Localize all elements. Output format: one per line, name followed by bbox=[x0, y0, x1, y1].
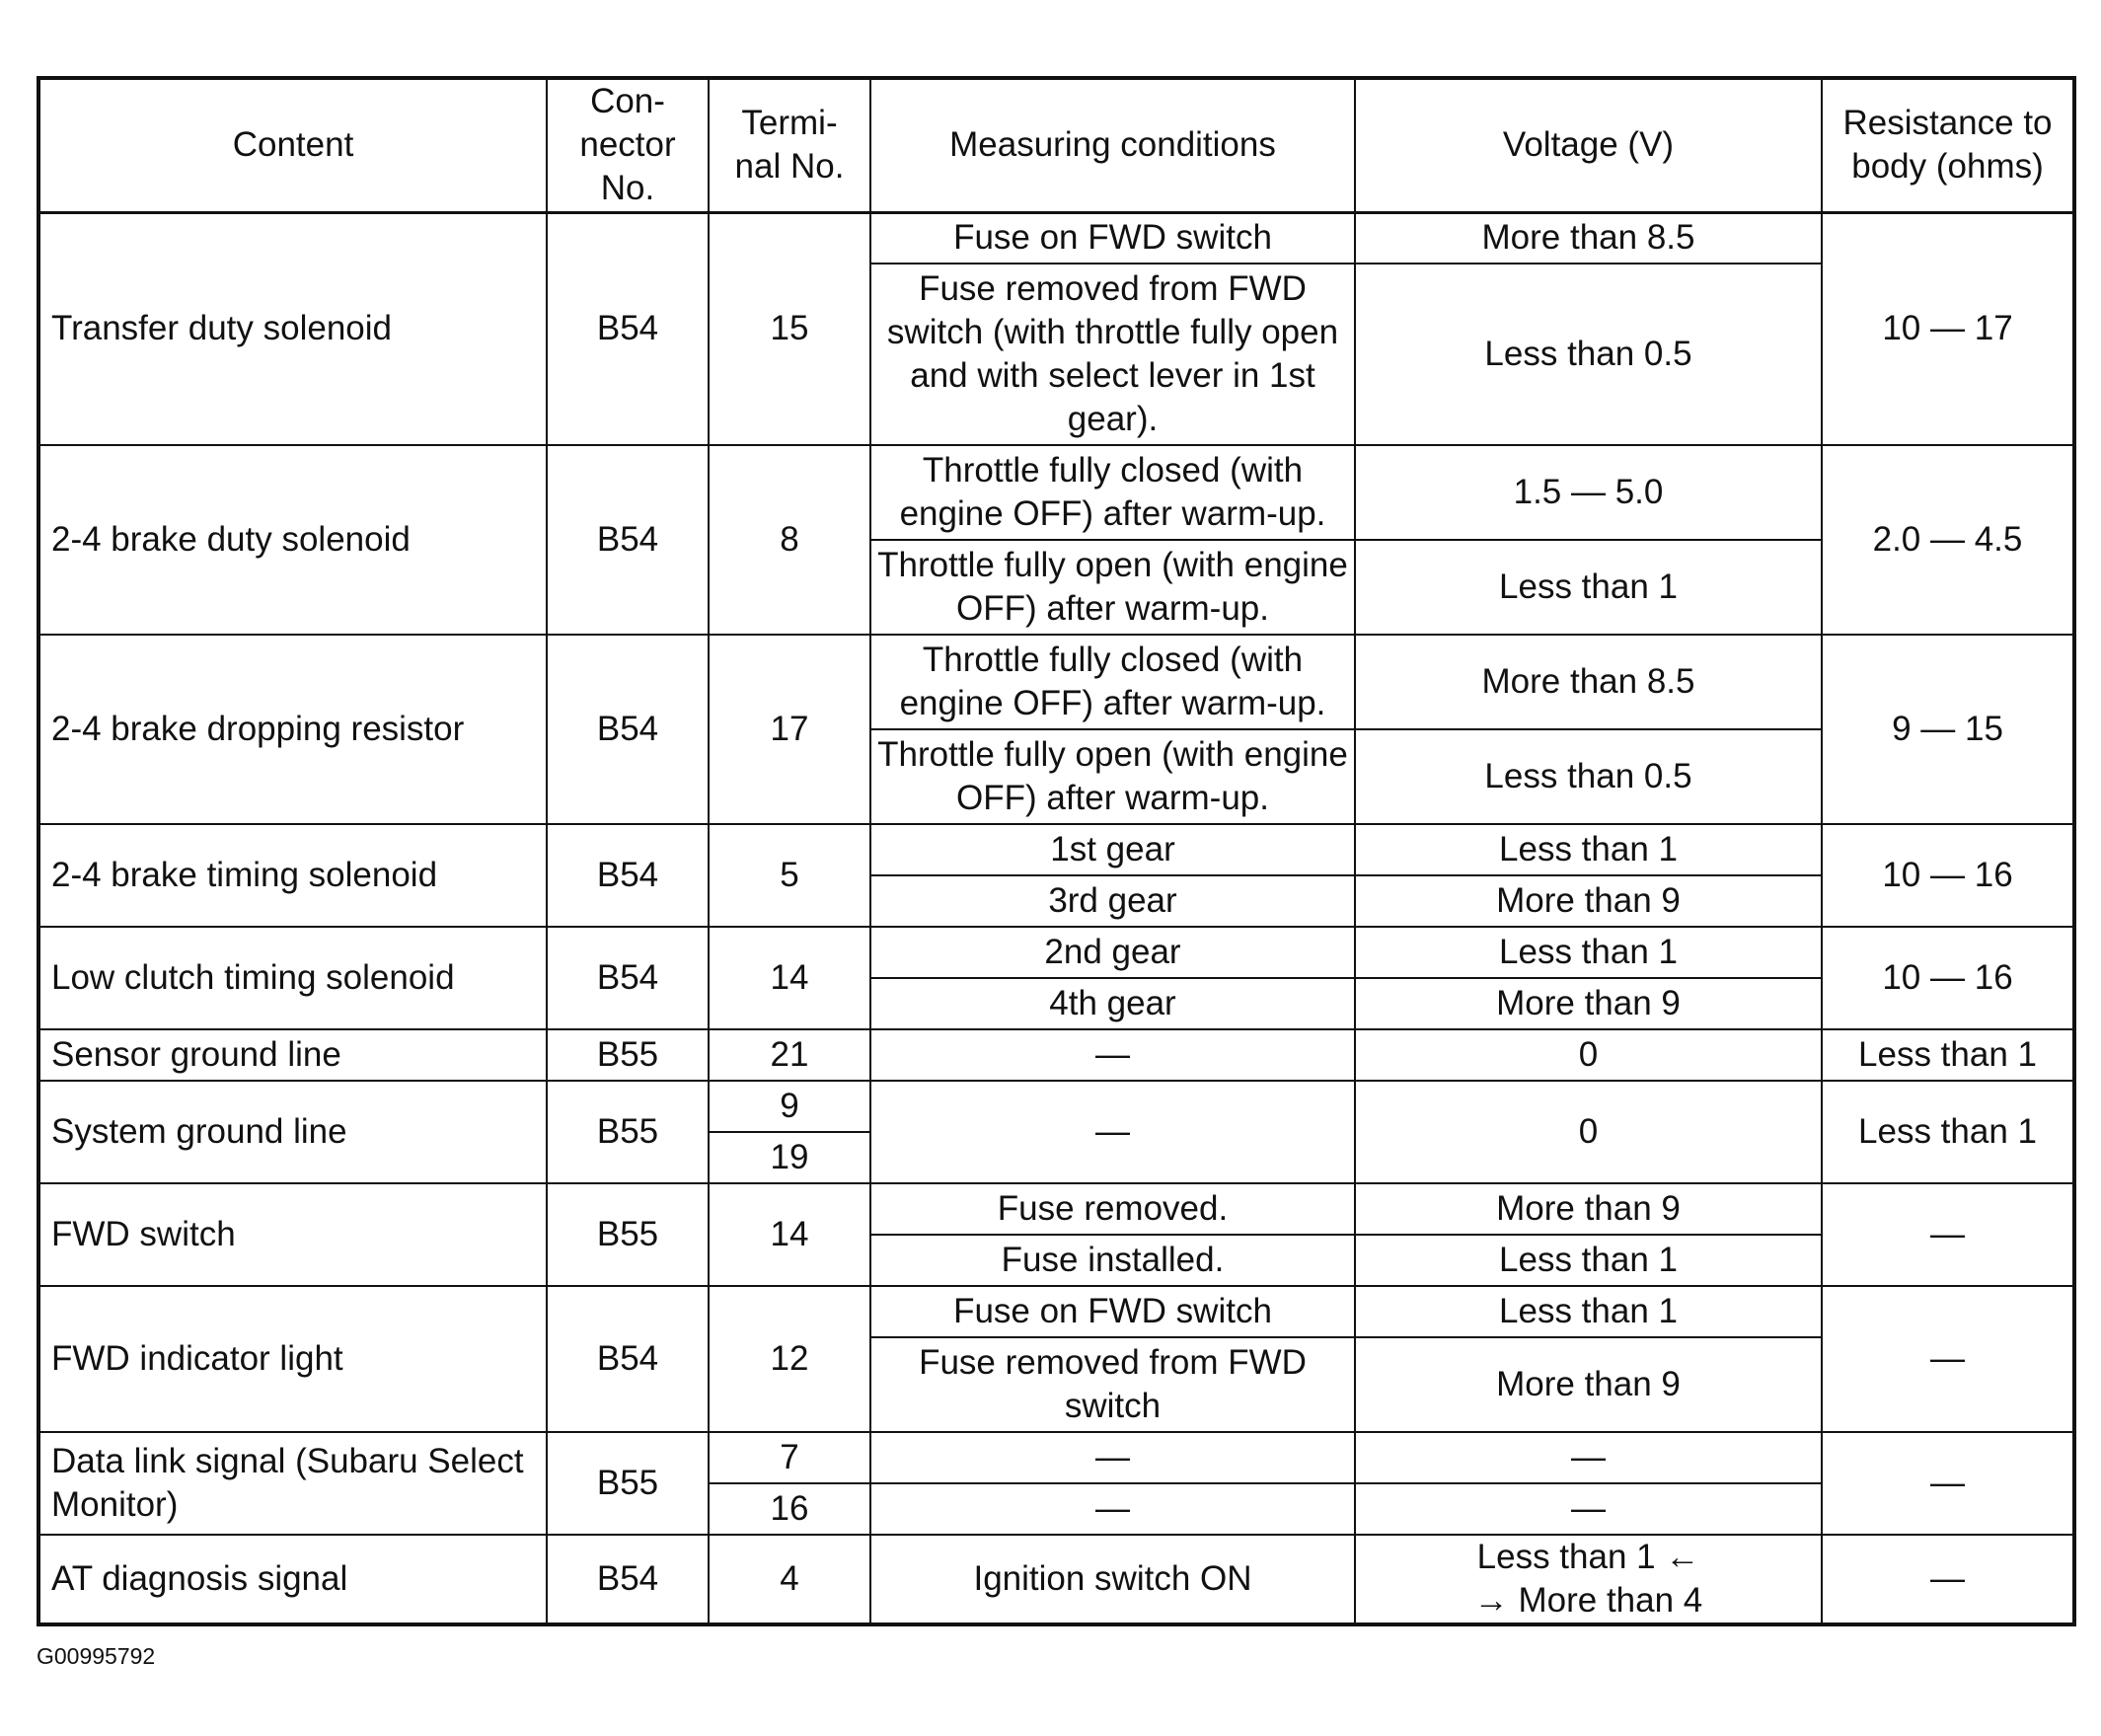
resistance-cell: Less than 1 bbox=[1822, 1029, 2074, 1081]
condition-cell: Ignition switch ON bbox=[870, 1535, 1355, 1624]
connector-cell: B54 bbox=[547, 445, 709, 635]
resistance-cell: 9 — 15 bbox=[1822, 635, 2074, 824]
condition-cell: — bbox=[870, 1483, 1355, 1535]
spec-table bbox=[37, 76, 2076, 1626]
content-cell: 2-4 brake duty solenoid bbox=[38, 445, 547, 635]
voltage-cell: More than 8.5 bbox=[1355, 635, 1822, 729]
condition-cell: 3rd gear bbox=[870, 875, 1355, 927]
condition-cell: — bbox=[870, 1432, 1355, 1483]
condition-cell: Throttle fully open (with engine OFF) after warm-up. bbox=[870, 540, 1355, 635]
content-cell: Low clutch timing solenoid bbox=[38, 927, 547, 1029]
table-row bbox=[38, 212, 2074, 264]
voltage-cell: More than 9 bbox=[1355, 875, 1822, 927]
resistance-cell: — bbox=[1822, 1432, 2074, 1535]
condition-cell: Throttle fully open (with engine OFF) after warm-up. bbox=[870, 729, 1355, 824]
connector-cell: B54 bbox=[547, 1286, 709, 1432]
condition-cell: Throttle fully closed (with engine OFF) after warm-up. bbox=[870, 445, 1355, 540]
figure-id: G00995792 bbox=[37, 1643, 156, 1669]
header-connector: Con- nector No. bbox=[547, 78, 709, 212]
voltage-cell: More than 9 bbox=[1355, 1183, 1822, 1235]
voltage-cell: Less than 0.5 bbox=[1355, 264, 1822, 445]
terminal-cell: 15 bbox=[709, 212, 870, 445]
voltage-cell: — bbox=[1355, 1432, 1822, 1483]
content-cell: Data link signal (Subaru Select Monitor) bbox=[38, 1432, 547, 1535]
table-row bbox=[38, 824, 2074, 875]
connector-cell: B54 bbox=[547, 824, 709, 927]
table-row bbox=[38, 1535, 2074, 1624]
connector-cell: B55 bbox=[547, 1183, 709, 1286]
voltage-cell: Less than 0.5 bbox=[1355, 729, 1822, 824]
table-row bbox=[38, 635, 2074, 729]
voltage-cell: Less than 1 bbox=[1355, 1235, 1822, 1286]
voltage-cell: Less than 1 bbox=[1355, 1286, 1822, 1337]
terminal-cell: 8 bbox=[709, 445, 870, 635]
terminal-cell: 21 bbox=[709, 1029, 870, 1081]
terminal-cell: 7 bbox=[709, 1432, 870, 1483]
connector-cell: B55 bbox=[547, 1029, 709, 1081]
voltage-cell: 1.5 — 5.0 bbox=[1355, 445, 1822, 540]
connector-cell: B55 bbox=[547, 1432, 709, 1535]
resistance-cell: — bbox=[1822, 1183, 2074, 1286]
voltage-cell: Less than 1 bbox=[1355, 824, 1822, 875]
condition-cell: 4th gear bbox=[870, 978, 1355, 1029]
terminal-cell: 14 bbox=[709, 927, 870, 1029]
terminal-cell: 9 bbox=[709, 1081, 870, 1132]
content-cell: 2-4 brake timing solenoid bbox=[38, 824, 547, 927]
table-row bbox=[38, 1432, 2074, 1483]
table-row bbox=[38, 445, 2074, 540]
table-row bbox=[38, 1029, 2074, 1081]
voltage-cell: — bbox=[1355, 1483, 1822, 1535]
voltage-cell: Less than 1 bbox=[1355, 927, 1822, 978]
connector-cell: B54 bbox=[547, 927, 709, 1029]
terminal-cell: 4 bbox=[709, 1535, 870, 1624]
table-row bbox=[38, 1183, 2074, 1235]
condition-cell: Throttle fully closed (with engine OFF) after warm-up. bbox=[870, 635, 1355, 729]
voltage-cell: 0 bbox=[1355, 1029, 1822, 1081]
voltage-cell: Less than 1 ← → More than 4 bbox=[1355, 1535, 1822, 1624]
voltage-cell: More than 9 bbox=[1355, 978, 1822, 1029]
condition-cell: Fuse removed from FWD switch bbox=[870, 1337, 1355, 1432]
resistance-cell: 2.0 — 4.5 bbox=[1822, 445, 2074, 635]
header-content: Content bbox=[38, 78, 547, 212]
terminal-cell: 5 bbox=[709, 824, 870, 927]
resistance-cell: — bbox=[1822, 1286, 2074, 1432]
table-row bbox=[38, 1081, 2074, 1132]
terminal-cell: 17 bbox=[709, 635, 870, 824]
content-cell: FWD indicator light bbox=[38, 1286, 547, 1432]
resistance-cell: 10 — 17 bbox=[1822, 212, 2074, 445]
resistance-cell: Less than 1 bbox=[1822, 1081, 2074, 1183]
header-row bbox=[38, 78, 2074, 212]
condition-cell: — bbox=[870, 1029, 1355, 1081]
content-cell: System ground line bbox=[38, 1081, 547, 1183]
content-cell: Sensor ground line bbox=[38, 1029, 547, 1081]
voltage-cell: Less than 1 bbox=[1355, 540, 1822, 635]
condition-cell: — bbox=[870, 1081, 1355, 1183]
voltage-cell: 0 bbox=[1355, 1081, 1822, 1183]
voltage-cell: More than 8.5 bbox=[1355, 212, 1822, 264]
resistance-cell: 10 — 16 bbox=[1822, 824, 2074, 927]
content-cell: 2-4 brake dropping resistor bbox=[38, 635, 547, 824]
resistance-cell: 10 — 16 bbox=[1822, 927, 2074, 1029]
terminal-cell: 12 bbox=[709, 1286, 870, 1432]
resistance-cell: — bbox=[1822, 1535, 2074, 1624]
connector-cell: B54 bbox=[547, 635, 709, 824]
terminal-cell: 14 bbox=[709, 1183, 870, 1286]
header-voltage: Voltage (V) bbox=[1355, 78, 1822, 212]
condition-cell: Fuse on FWD switch bbox=[870, 212, 1355, 264]
content-cell: AT diagnosis signal bbox=[38, 1535, 547, 1624]
terminal-cell: 19 bbox=[709, 1132, 870, 1183]
condition-cell: Fuse installed. bbox=[870, 1235, 1355, 1286]
connector-cell: B54 bbox=[547, 212, 709, 445]
condition-cell: Fuse removed. bbox=[870, 1183, 1355, 1235]
header-conditions: Measuring conditions bbox=[870, 78, 1355, 212]
table-row bbox=[38, 1286, 2074, 1337]
header-resistance: Resistance to body (ohms) bbox=[1822, 78, 2074, 212]
connector-cell: B55 bbox=[547, 1081, 709, 1183]
header-terminal: Termi- nal No. bbox=[709, 78, 870, 212]
condition-cell: Fuse removed from FWD switch (with throttle fully open and with select lever in 1st gear). bbox=[870, 264, 1355, 445]
table-row bbox=[38, 927, 2074, 978]
voltage-cell: More than 9 bbox=[1355, 1337, 1822, 1432]
condition-cell: 2nd gear bbox=[870, 927, 1355, 978]
content-cell: FWD switch bbox=[38, 1183, 547, 1286]
terminal-cell: 16 bbox=[709, 1483, 870, 1535]
content-cell: Transfer duty solenoid bbox=[38, 212, 547, 445]
connector-cell: B54 bbox=[547, 1535, 709, 1624]
condition-cell: Fuse on FWD switch bbox=[870, 1286, 1355, 1337]
condition-cell: 1st gear bbox=[870, 824, 1355, 875]
